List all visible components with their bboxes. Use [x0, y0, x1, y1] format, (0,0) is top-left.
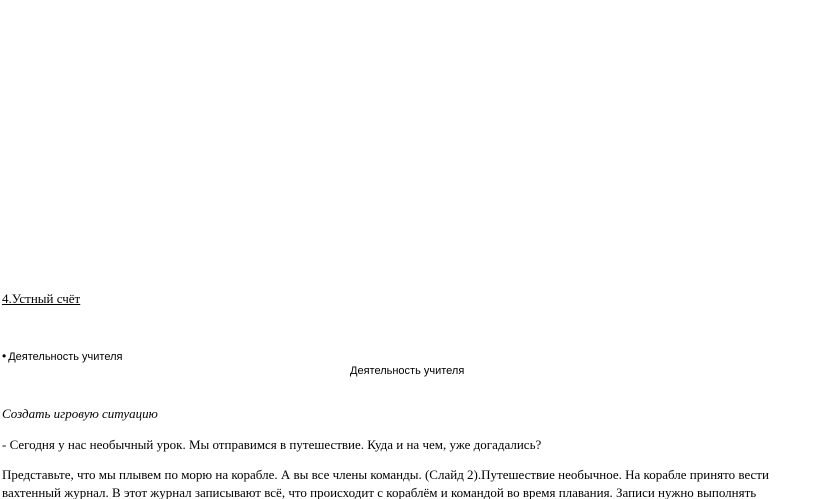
bullet-icon: •	[2, 349, 7, 363]
paragraph-line: Представьте, что мы плывем по морю на корабле. А вы все члены команды. (Слайд 2).Путешествие необычное. На корабле принято вести	[2, 467, 769, 482]
bullet-item-label: Деятельность учителя	[8, 351, 123, 363]
bullet-item	[2, 349, 122, 363]
paragraph-line: вахтенный журнал. В этот журнал записывают всё, что происходит с кораблём и командой во время плавания. Записи нужно выполнять	[2, 485, 757, 499]
paragraph-line: - Сегодня у нас необычный урок. Мы отправимся в путешествие. Куда и на чем, уже догадались?	[2, 437, 542, 452]
section-heading: 4.Устный счёт	[2, 291, 81, 306]
column-label: Деятельность учителя	[350, 365, 465, 377]
italic-instruction: Создать игровую ситуацию	[2, 406, 158, 421]
